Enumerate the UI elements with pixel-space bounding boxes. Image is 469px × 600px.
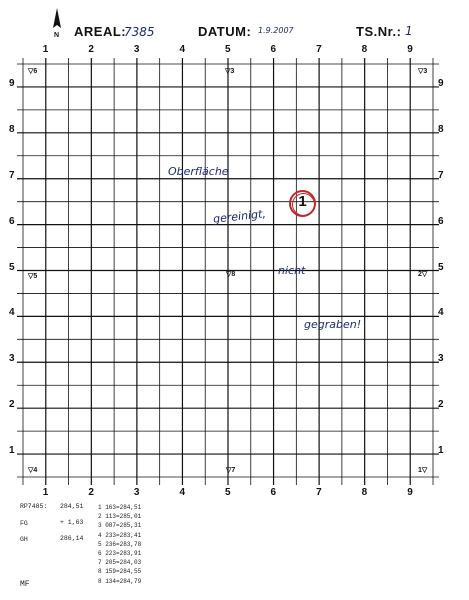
y-axis-label-left: 2 xyxy=(9,399,15,411)
ts-value: 1 xyxy=(405,24,413,38)
find-number-circle xyxy=(289,190,316,217)
y-axis-label-left: 3 xyxy=(9,353,15,365)
y-axis-label-left: 6 xyxy=(9,215,15,227)
measurement-row: 2 113=285,01 xyxy=(98,513,142,521)
ts-label: TS.Nr.: xyxy=(356,24,402,39)
gh-label: GH xyxy=(20,536,28,543)
x-axis-label-top: 2 xyxy=(88,44,94,55)
y-axis-label-right: 3 xyxy=(438,353,444,365)
y-axis-label-right: 8 xyxy=(438,123,444,135)
areal-value: 7385 xyxy=(124,25,155,39)
measurement-row: 8 134=284,79 xyxy=(98,577,142,585)
x-axis-label-top: 5 xyxy=(225,44,231,55)
x-axis-label-top: 8 xyxy=(361,44,368,55)
rp-label: RP7485: xyxy=(20,503,48,510)
x-axis-label-bottom: 8 xyxy=(361,487,368,498)
datum-label: DATUM: xyxy=(198,24,252,39)
x-axis-label-bottom: 5 xyxy=(225,487,231,498)
find-number: 1 xyxy=(298,193,307,210)
y-axis-label-left: 1 xyxy=(9,445,15,457)
measurement-row: 6 223=283,91 xyxy=(98,550,142,558)
x-axis-label-bottom: 2 xyxy=(88,487,94,498)
y-axis-label-right: 2 xyxy=(438,399,444,411)
point-marker-4: ▽4 xyxy=(28,467,38,474)
y-axis-label-right: 5 xyxy=(438,261,444,273)
x-axis-label-bottom: 4 xyxy=(179,487,185,498)
point-marker-5: ▽5 xyxy=(28,273,38,280)
y-axis-label-left: 9 xyxy=(9,77,15,89)
y-axis-label-left: 7 xyxy=(9,169,15,181)
point-marker-6: ▽6 xyxy=(28,68,38,75)
datum-value: 1.9.2007 xyxy=(258,26,294,35)
x-axis-label-top: 1 xyxy=(42,44,49,55)
x-axis-label-top: 4 xyxy=(179,44,185,55)
measurement-row: 5 236=283,78 xyxy=(98,540,142,548)
y-axis-label-left: 4 xyxy=(9,307,15,319)
measurement-row: 1 163=284,51 xyxy=(98,504,142,511)
annotation-nicht: nicht xyxy=(278,264,306,277)
point-marker-2: 2▽ xyxy=(418,271,428,278)
initials: MF xyxy=(20,580,30,589)
fg-label: FG xyxy=(20,520,28,527)
annotation-gegraben: gegraben! xyxy=(304,318,362,331)
x-axis-label-bottom: 6 xyxy=(270,487,277,498)
y-axis-label-left: 8 xyxy=(9,123,15,135)
point-marker-3-top: ▽3 xyxy=(225,68,235,75)
measurement-row: 7 205=284,03 xyxy=(98,559,142,567)
measurement-row: 3 087=285,31 xyxy=(98,522,142,530)
x-axis-label-top: 3 xyxy=(133,44,140,55)
y-axis-label-right: 4 xyxy=(438,307,444,319)
x-axis-label-top: 6 xyxy=(270,44,277,55)
x-axis-label-top: 9 xyxy=(407,44,413,55)
point-marker-8: ▽8 xyxy=(226,271,236,278)
point-marker-7: ▽7 xyxy=(226,467,236,474)
fg-value: + 1,63 xyxy=(60,519,84,526)
annotation-gereinigt: gereinigt, xyxy=(212,207,267,226)
y-axis-label-right: 6 xyxy=(438,215,444,227)
gh-value: 286,14 xyxy=(60,535,84,542)
y-axis-label-right: 1 xyxy=(438,445,444,457)
x-axis-label-bottom: 1 xyxy=(42,487,49,498)
y-axis-label-right: 7 xyxy=(438,169,444,181)
y-axis-label-left: 5 xyxy=(9,261,15,273)
north-label: N xyxy=(54,32,60,39)
measurement-row: 4 233=283,41 xyxy=(98,531,142,539)
x-axis-label-top: 7 xyxy=(316,44,322,55)
point-marker-1: 1▽ xyxy=(418,467,428,474)
annotation-oberflaeche: Oberfläche xyxy=(168,165,229,178)
x-axis-label-bottom: 3 xyxy=(133,487,140,498)
areal-label: AREAL: xyxy=(74,24,127,39)
x-axis-label-bottom: 7 xyxy=(316,487,322,498)
measurement-list xyxy=(98,503,141,586)
y-axis-label-right: 9 xyxy=(438,77,444,89)
x-axis-label-bottom: 9 xyxy=(407,487,413,498)
point-marker-3-right: ▽3 xyxy=(418,68,428,75)
measurement-row: 8 159=284,55 xyxy=(98,568,142,576)
rp-value: 284,51 xyxy=(60,503,84,510)
